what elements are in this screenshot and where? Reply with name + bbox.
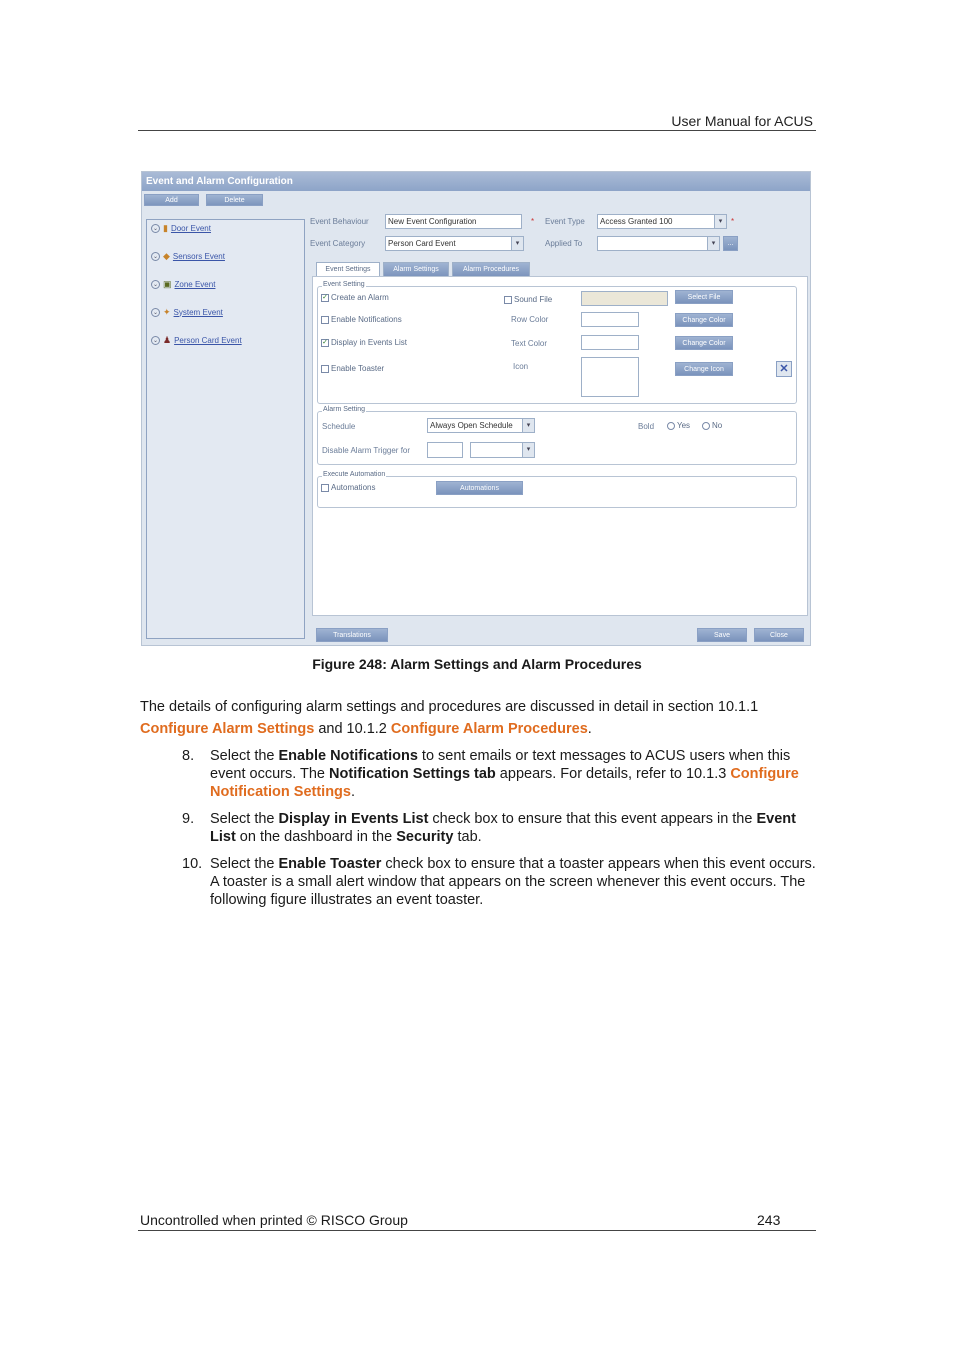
chevron-down-icon: ⌄ [152,309,159,316]
alarm-setting-legend: Alarm Setting [323,406,366,413]
close-icon[interactable]: ✕ [776,361,792,377]
applied-to-label: Applied To [545,239,583,248]
sound-file-checkbox[interactable] [504,295,552,304]
system-icon: ✦ [163,306,171,317]
tree-item-label: Person Card Event [174,335,242,345]
change-icon-button[interactable]: Change Icon [675,362,733,376]
page-number: 243 [757,1212,781,1228]
tree-item-label: System Event [173,307,223,317]
execute-automation-legend: Execute Automation [323,471,386,478]
enable-toaster-label: Enable Toaster [331,364,385,373]
tree-item-label: Zone Event [174,279,216,289]
paragraph-text: The details of configuring alarm settings and procedures are discussed in detail in section 10.1.1 [140,699,759,715]
translations-button[interactable]: Translations [316,628,388,642]
chevron-down-icon: ⌄ [152,337,159,344]
save-button[interactable]: Save [697,628,747,642]
running-header: User Manual for ACUS [671,113,813,129]
chevron-down-icon: ▾ [707,237,719,250]
sound-file-label: Sound File [514,295,553,304]
configure-alarm-settings-link[interactable]: Configure Alarm Settings [140,721,315,737]
icon-label: Icon [513,362,529,371]
event-category-label: Event Category [310,239,366,248]
item-bold: Enable Notifications [278,748,418,764]
event-behaviour-label: Event Behaviour [310,217,369,226]
radio-icon [667,422,675,430]
checkbox-checked-icon: ✓ [322,338,328,346]
chevron-down-icon: ▾ [522,419,534,432]
footer-rule [138,1230,816,1231]
enable-toaster-checkbox[interactable] [321,364,384,373]
enable-notifications-checkbox[interactable] [321,315,402,324]
row-color-label: Row Color [511,315,549,324]
row-color-input[interactable] [581,312,639,327]
list-item [182,810,822,846]
body-paragraph [140,696,820,740]
event-type-value: Access Granted 100 [600,217,673,226]
required-mark: * [731,217,735,226]
event-category-select[interactable] [385,236,524,251]
add-button[interactable]: Add [144,194,199,206]
chevron-down-icon: ⌄ [152,253,159,260]
item-text: on the dashboard in the [235,829,397,845]
item-text: check box to ensure that this event appears in the [428,811,757,827]
automations-button[interactable]: Automations [436,481,523,495]
tab-alarm-settings[interactable]: Alarm Settings [383,262,449,276]
list-number: 8. [182,748,195,764]
item-bold: Event List [210,811,796,845]
list-item [182,855,822,909]
text-color-input[interactable] [581,335,639,350]
tree-item-sensors-event[interactable] [151,249,225,263]
item-text: to sent emails or text messages to ACUS users when this event occurs. The [210,748,791,782]
list-item [182,747,822,801]
tree-item-door-event[interactable] [151,221,211,235]
event-tree [146,219,305,639]
item-text: Select the [210,811,279,827]
event-type-select[interactable] [597,214,727,229]
item-bold: Security [396,829,454,845]
bold-label: Bold [638,422,655,431]
zone-icon: ▣ [163,278,172,289]
display-events-list-checkbox[interactable] [321,338,407,347]
item-bold: Notification Settings tab [329,766,496,782]
change-row-color-button[interactable]: Change Color [675,313,733,327]
create-alarm-checkbox[interactable] [321,293,389,302]
delete-button[interactable]: Delete [206,194,263,206]
bold-no-label: No [712,421,723,430]
sound-file-input[interactable] [581,291,668,306]
disable-trigger-input[interactable] [427,442,463,458]
schedule-value: Always Open Schedule [430,421,513,430]
automations-checkbox-label: Automations [331,483,376,492]
chevron-down-icon: ▾ [522,443,534,457]
display-events-list-label: Display in Events List [331,338,408,347]
item-text: tab. [453,829,482,845]
automations-checkbox[interactable] [321,483,375,492]
tree-item-system-event[interactable] [151,305,223,319]
tree-item-zone-event[interactable] [151,277,215,291]
tab-event-settings[interactable]: Event Settings [316,262,380,276]
item-bold: Enable Toaster [278,856,382,872]
item-bold: Display in Events List [278,811,429,827]
enable-notifications-label: Enable Notifications [331,315,402,324]
chevron-down-icon: ▾ [714,215,726,228]
tab-panel [312,276,808,616]
disable-trigger-label: Disable Alarm Trigger for [322,446,411,455]
figure-caption: Figure 248: Alarm Settings and Alarm Procedures [312,656,642,672]
configure-alarm-procedures-link[interactable]: Configure Alarm Procedures [390,721,588,737]
list-number: 10. [182,856,203,872]
tab-alarm-procedures[interactable]: Alarm Procedures [452,262,530,276]
event-type-label: Event Type [545,217,585,226]
disable-trigger-unit-select[interactable] [470,442,535,458]
checkbox-unchecked-icon [321,316,329,324]
item-text: Select the [210,748,279,764]
header-rule [138,130,816,131]
chevron-down-icon: ▾ [511,237,523,250]
bold-no-radio[interactable] [702,421,722,430]
list-number: 9. [182,811,195,827]
applied-to-browse-button[interactable]: ... [723,236,738,251]
item-text: check box to ensure that a toaster appears when this event occurs. A toaster is a small alert window that appears on the screen whenever this event occurs. The following figure illustrates an event toaster. [210,856,816,908]
create-alarm-label: Create an Alarm [331,293,389,302]
door-icon: ▮ [163,222,168,233]
figure-screenshot [141,171,811,646]
execute-automation-group [317,476,797,508]
paragraph-text: . [587,721,592,737]
paragraph-text: and 10.1.2 [314,721,391,737]
sensor-icon: ◆ [163,250,170,261]
text-color-label: Text Color [511,339,548,348]
item-text: Select the [210,856,279,872]
checkbox-unchecked-icon [321,484,329,492]
person-card-icon: ♟ [163,334,172,345]
alarm-setting-group [317,411,797,465]
item-text: . [350,784,356,800]
event-behaviour-input[interactable]: New Event Configuration [385,214,522,229]
tree-item-label: Sensors Event [172,251,225,261]
radio-icon [702,422,710,430]
chevron-down-icon: ⌄ [152,225,159,232]
checkbox-unchecked-icon [321,365,329,373]
checkbox-unchecked-icon [504,296,512,304]
applied-to-select[interactable] [597,236,720,251]
chevron-down-icon: ⌄ [152,281,159,288]
tree-item-person-card-event[interactable] [151,333,242,347]
required-mark: * [531,217,535,226]
icon-preview [581,357,639,397]
event-setting-legend: Event Setting [323,281,365,288]
tree-item-label: Door Event [170,223,211,233]
item-text: appears. For details, refer to 10.1.3 [495,766,731,782]
bold-yes-label: Yes [677,421,691,430]
bold-yes-radio[interactable] [667,421,690,430]
close-button[interactable]: Close [754,628,804,642]
checkbox-checked-icon: ✓ [322,293,328,301]
schedule-label: Schedule [322,422,356,431]
change-text-color-button[interactable]: Change Color [675,336,733,350]
window-title: Event and Alarm Configuration [142,172,810,191]
schedule-select[interactable] [427,418,535,433]
configure-notification-settings-link[interactable]: Configure Notification Settings [210,766,799,800]
event-category-value: Person Card Event [388,239,456,248]
footer-left: Uncontrolled when printed © RISCO Group [140,1212,408,1228]
select-file-button[interactable]: Select File [675,290,733,304]
